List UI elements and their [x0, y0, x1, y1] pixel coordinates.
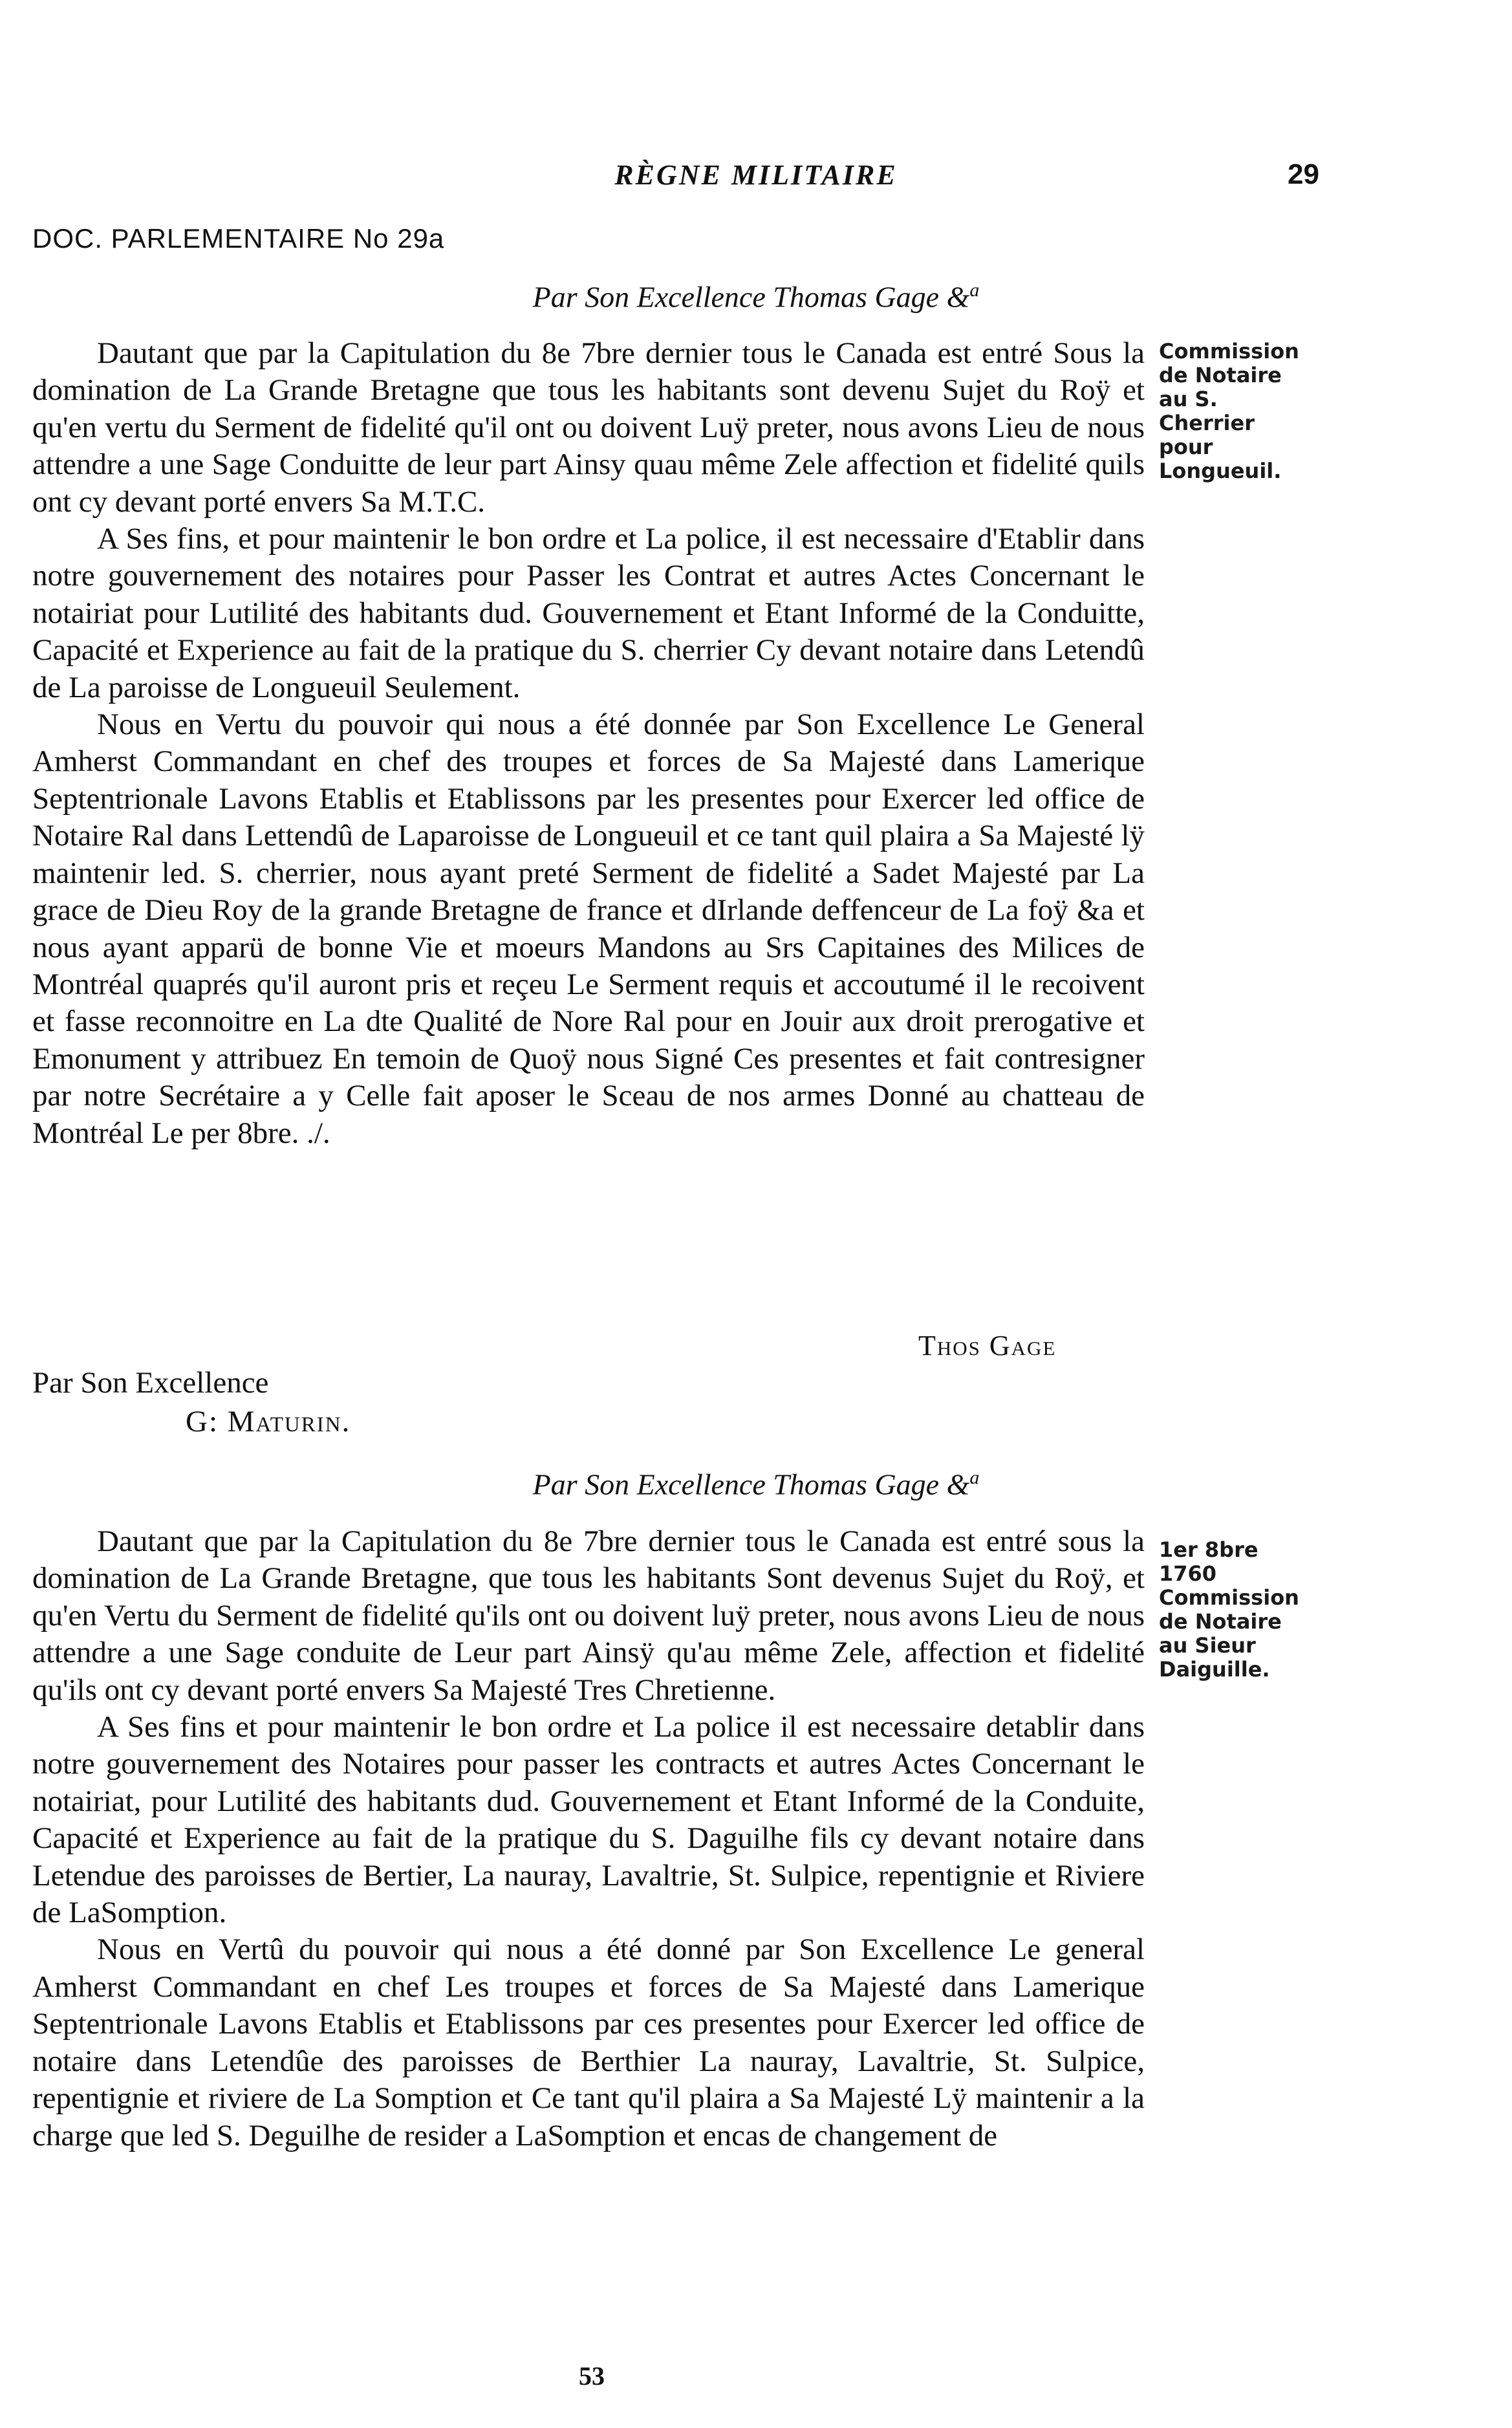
footer-sessional-number: 53 — [579, 2361, 605, 2390]
margin-note-line: Longueuil. — [1159, 459, 1282, 483]
section1-margin-note — [1159, 340, 1334, 483]
section1-body — [32, 335, 1145, 1152]
margin-note-line: 1er 8bre — [1159, 1537, 1258, 1562]
signature-gage: Thos Gage — [918, 1330, 1057, 1361]
document-reference: DOC. PARLEMENTAIRE No 29a — [32, 223, 445, 254]
page-number: 29 — [1288, 158, 1319, 190]
section1-heading-text: Par Son Excellence Thomas Gage & — [532, 280, 970, 314]
countersignature-block — [32, 1363, 351, 1441]
section2-heading-sup: a — [969, 1467, 980, 1488]
margin-note-line: pour — [1159, 435, 1213, 459]
section2-heading — [0, 1467, 1512, 1501]
margin-note-line: Cherrier — [1159, 411, 1255, 435]
margin-note-line: de Notaire — [1159, 363, 1282, 387]
margin-note-line: de Notaire — [1159, 1609, 1282, 1634]
section2-paragraph: A Ses fins et pour maintenir le bon ordre et La police il est necessaire detablir dans notre gouvernement des Notaires pour passer les contracts et autres Actes Concernant le notairiat, pour Lutilité des habitants dud. Gouvernement et Etant Informé de la Conduite, Capacité et Experience au fait de la pratique du S. Daguilhe fils cy devant notaire dans Letendue des paroisses de Bertier, La nauray, Lavaltrie, St. Sulpice, repentignie et Riviere de LaSomption. — [32, 1710, 1145, 1930]
section1-paragraph: A Ses fins, et pour maintenir le bon ordre et La police, il est necessaire d'Etablir dans notre gouvernement des notaires pour Passer les Contrat et autres Actes Concernant le notairiat pour Lutilité des habitants dud. Gouvernement et Etant Informé de la Conduitte, Capacité et Experience au fait de la pratique du S. cherrier Cy devant notaire dans Letendû de La paroisse de Longueuil Seulement. — [32, 522, 1145, 704]
section1-heading-sup: a — [969, 279, 980, 301]
margin-note-line: Daiguille. — [1159, 1657, 1270, 1682]
section2-margin-note — [1159, 1538, 1334, 1682]
margin-note-line: Commission — [1159, 339, 1299, 363]
section2-paragraph: Dautant que par la Capitulation du 8e 7bre dernier tous le Canada est entré sous la domination de La Grande Bretagne, que tous les habitants Sont devenus Sujet du Roÿ, et qu'en Vertu du Serment de fidelité qu'ils ont ou doivent luÿ preter, nous avons Lieu de nous attendre a une Sage conduite de Leur part Ainsÿ qu'au même Zele, affection et fidelité qu'ils ont cy devant porté envers Sa Majesté Tres Chretienne. — [32, 1524, 1145, 1707]
section1-paragraph: Dautant que par la Capitulation du 8e 7bre dernier tous le Canada est entré Sous la domination de La Grande Bretagne que tous les habitants sont devenu Sujet du Roÿ et qu'en vertu du Serment de fidelité qu'il ont ou doivent Luÿ preter, nous avons Lieu de nous attendre a une Sage Conduitte de leur part Ainsy quau même Zele affection et fidelité quils ont cy devant porté envers Sa M.T.C. — [32, 336, 1145, 519]
margin-note-line: au Sieur — [1159, 1633, 1256, 1658]
section2-paragraph: Nous en Vertû du pouvoir qui nous a été donné par Son Excellence Le general Amherst Commandant en chef Les troupes et forces de Sa Majesté dans Lamerique Septentrionale Lavons Etablis et Etablissons par ces presentes pour Exercer led office de notaire dans Letendûe des paroisses de Berthier La nauray, Lavaltrie, St. Sulpice, repentignie et riviere de La Somption et Ce tant qu'il plaira a Sa Majesté Lÿ maintenir a la charge que led S. Deguilhe de resider a LaSomption et encas de changement de — [32, 1933, 1145, 2152]
margin-note-line: au S. — [1159, 387, 1218, 411]
countersignature-line1: Par Son Excellence — [32, 1366, 269, 1400]
countersignature-name: G: Maturin. — [186, 1405, 351, 1438]
section2-heading-text: Par Son Excellence Thomas Gage & — [532, 1468, 970, 1501]
section2-body — [32, 1523, 1145, 2154]
section1-paragraph: Nous en Vertu du pouvoir qui nous a été donnée par Son Excellence Le General Amherst Commandant en chef des troupes et forces de Sa Majesté dans Lamerique Septentrionale Lavons Etablis et Etablissons par les presentes pour Exercer led office de Notaire Ral dans Lettendû de Laparoisse de Longueuil et ce tant quil plaira a Sa Majesté lÿ maintenir led. S. cherrier, nous ayant preté Serment de fidelité a Sadet Majesté par La grace de Dieu Roy de la grande Bretagne de france et dIrlande deffenceur de La foÿ &a et nous ayant apparü de bonne Vie et moeurs Mandons au Srs Capitaines des Milices de Montréal quaprés qu'il auront pris et reçeu Le Serment requis et accoutumé il le recoivent et fasse reconnoitre en La dte Qualité de Nore Ral pour en Jouir aux droit prerogative et Emonument y attribuez En temoin de Quoÿ nous Signé Ces presentes et fait contresigner par notre Secrétaire a y Celle fait aposer le Sceau de nos armes Donné au chatteau de Montréal Le per 8bre. ./. — [32, 708, 1145, 1150]
running-header-title: RÈGNE MILITAIRE — [614, 159, 898, 191]
margin-note-line: 1760 — [1159, 1561, 1217, 1586]
section1-heading — [0, 279, 1512, 314]
margin-note-line: Commission — [1159, 1585, 1299, 1610]
